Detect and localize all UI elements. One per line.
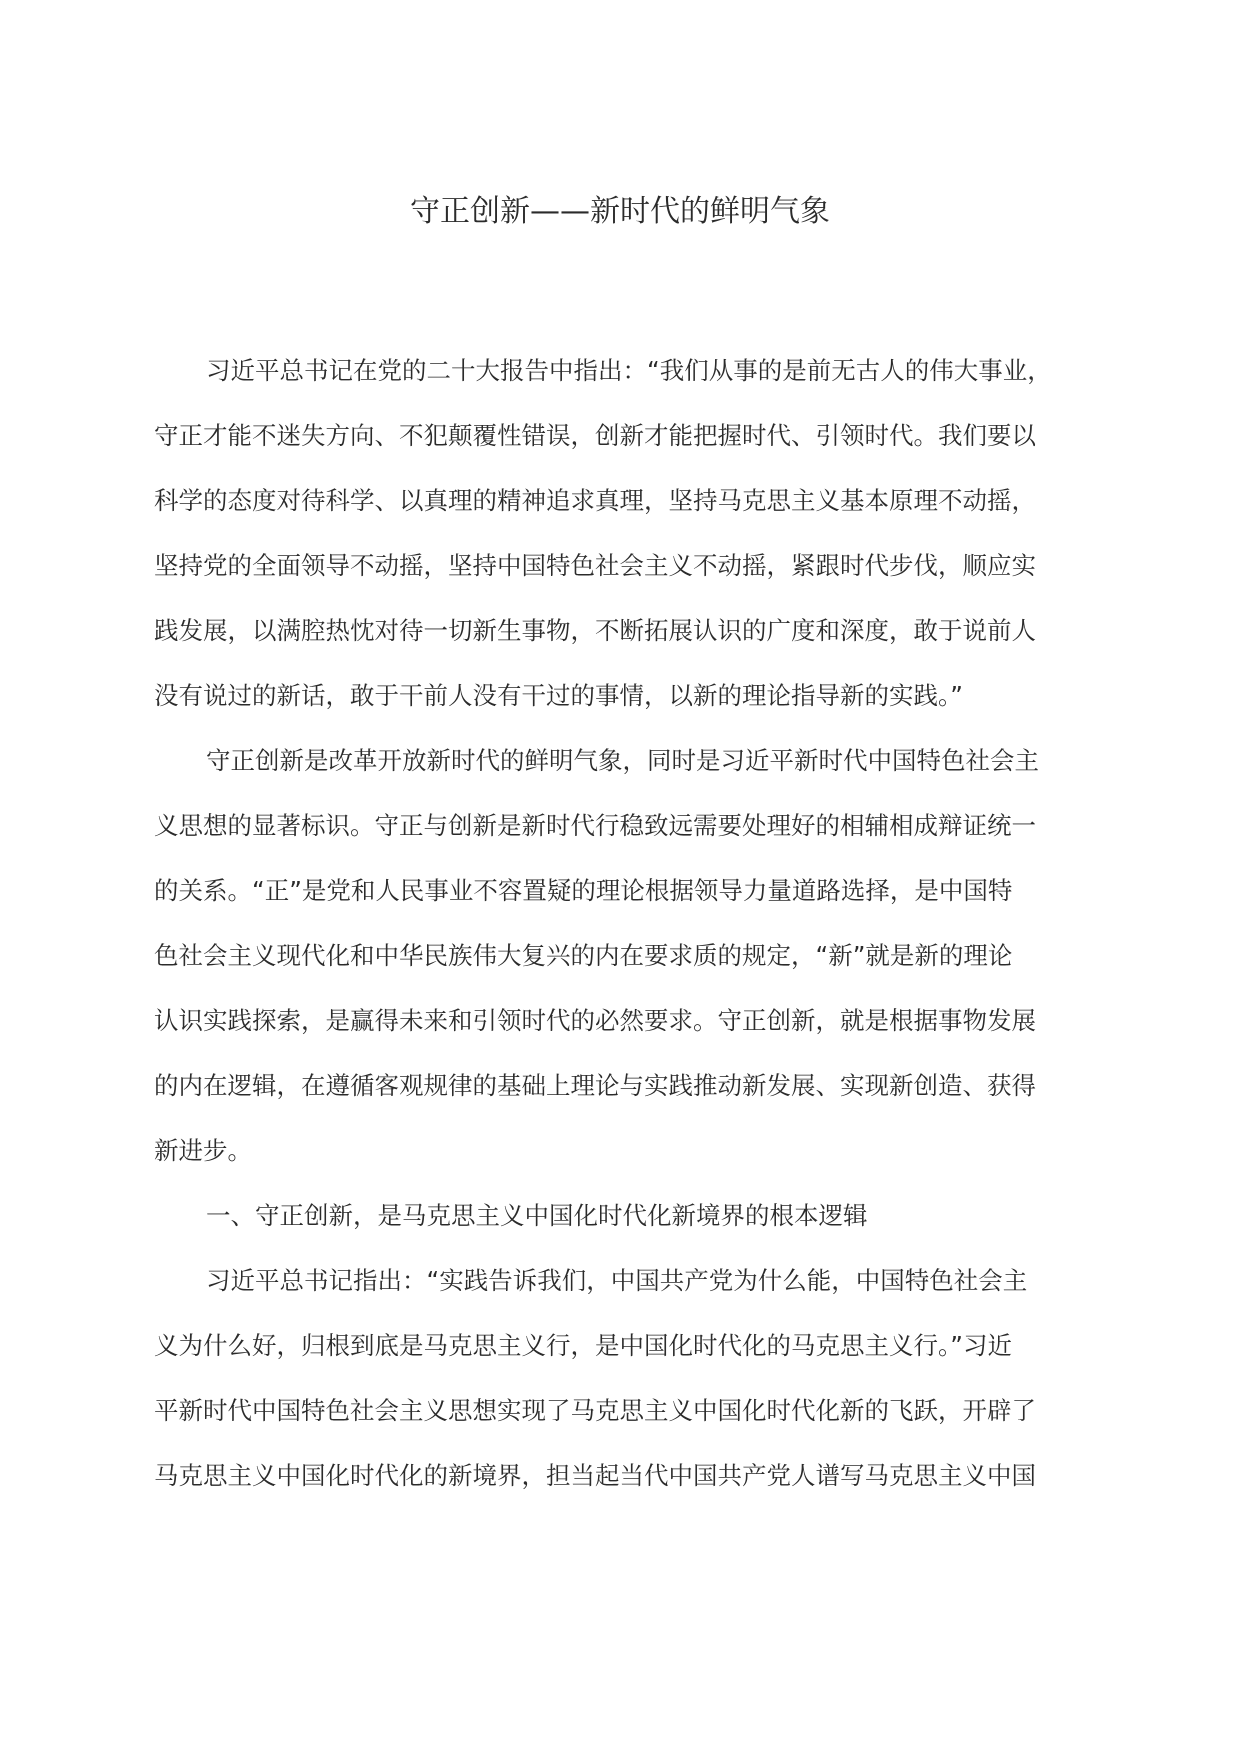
text-line: 认识实践探索，是赢得未来和引领时代的必然要求。守正创新，就是根据事物发展 [154,1006,1036,1035]
text-line: 习近平总书记指出：“实践告诉我们，中国共产党为什么能，中国特色社会主 [206,1266,1028,1295]
document-title: 守正创新——新时代的鲜明气象 [410,194,830,229]
text-line: 马克思主义中国化时代化的新境界，担当起当代中国共产党人谱写马克思主义中国 [154,1461,1036,1490]
text-line: 的关系。“正”是党和人民事业不容置疑的理论根据领导力量道路选择，是中国特 [154,876,1013,905]
text-line: 没有说过的新话，敢于干前人没有干过的事情，以新的理论指导新的实践。” [154,681,963,710]
text-line: 科学的态度对待科学、以真理的精神追求真理，坚持马克思主义基本原理不动摇， [154,486,1036,515]
text-line: 坚持党的全面领导不动摇，坚持中国特色社会主义不动摇，紧跟时代步伐，顺应实 [154,551,1036,580]
text-line: 平新时代中国特色社会主义思想实现了马克思主义中国化时代化新的飞跃，开辟了 [154,1396,1036,1425]
text-line: 守正创新是改革开放新时代的鲜明气象，同时是习近平新时代中国特色社会主 [206,746,1039,775]
text-line: 义为什么好，归根到底是马克思主义行，是中国化时代化的马克思主义行。”习近 [154,1331,1012,1360]
text-line: 践发展，以满腔热忱对待一切新生事物，不断拓展认识的广度和深度，敢于说前人 [154,616,1036,645]
text-line: 义思想的显著标识。守正与创新是新时代行稳致远需要处理好的相辅相成辩证统一 [154,811,1036,840]
text-line: 一、守正创新，是马克思主义中国化时代化新境界的根本逻辑 [206,1201,868,1230]
text-line: 的内在逻辑，在遵循客观规律的基础上理论与实践推动新发展、实现新创造、获得 [154,1071,1036,1100]
document-body [154,338,1074,1508]
text-line: 习近平总书记在党的二十大报告中指出：“我们从事的是前无古人的伟大事业， [206,356,1052,385]
text-line: 守正才能不迷失方向、不犯颠覆性错误，创新才能把握时代、引领时代。我们要以 [154,421,1036,450]
text-line: 色社会主义现代化和中华民族伟大复兴的内在要求质的规定，“新”就是新的理论 [154,941,1013,970]
text-line: 新进步。 [154,1136,252,1165]
